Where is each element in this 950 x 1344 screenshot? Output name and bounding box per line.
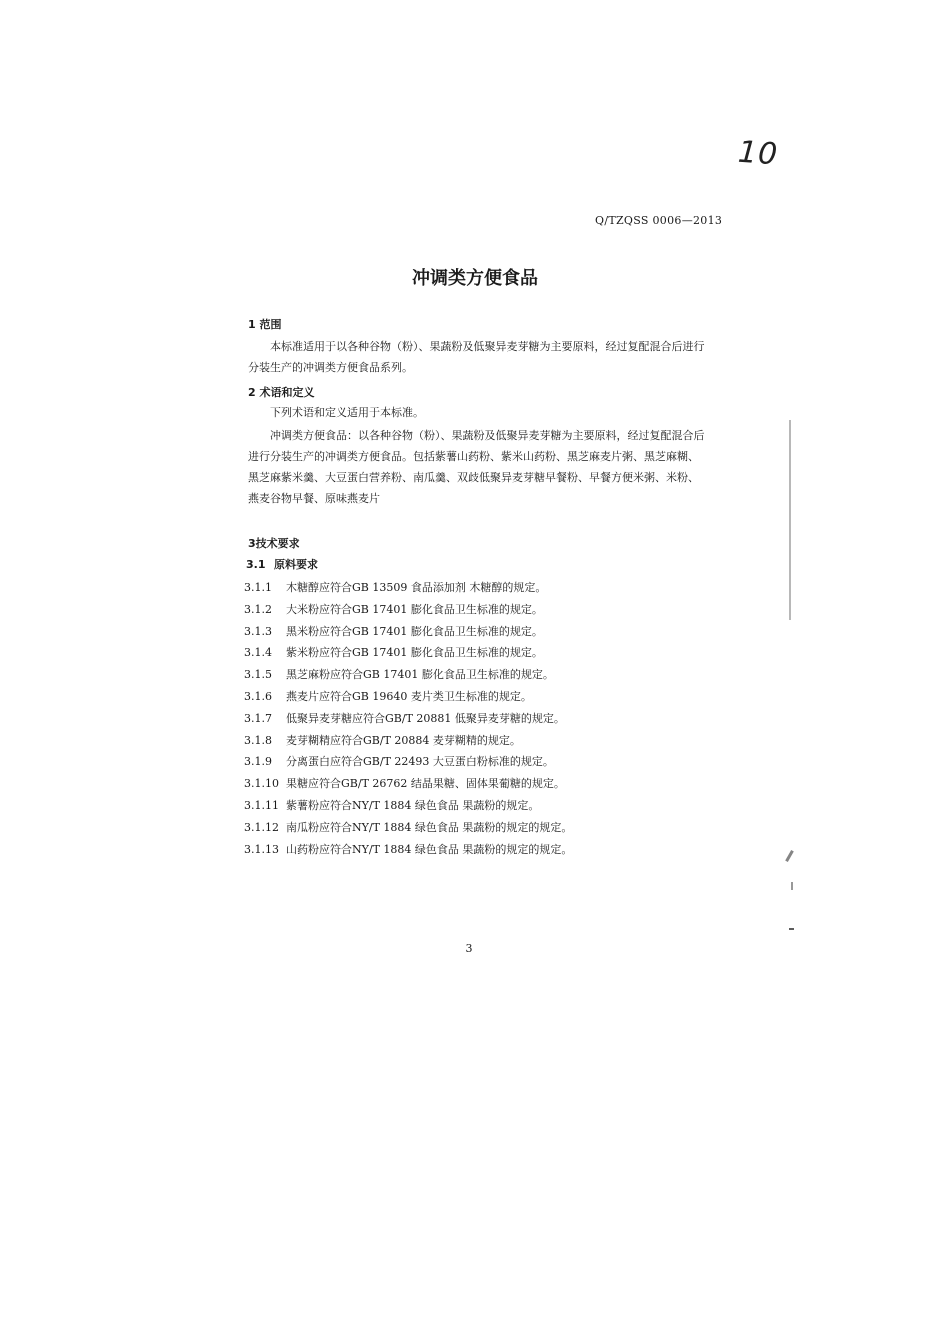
- scan-artifact-line: [789, 420, 791, 620]
- item-number: 3.1.10: [244, 777, 279, 791]
- item-number: 3.1.1: [244, 581, 272, 594]
- item-number: 3.1.2: [244, 602, 272, 616]
- item-text: 大米粉应符合GB 17401 膨化食品卫生标准的规定。: [286, 602, 543, 616]
- section-3-1-heading: [246, 556, 318, 572]
- page-title: 冲调类方便食品: [412, 268, 538, 289]
- item-number: 3.1.8: [244, 733, 272, 747]
- item-text: 木糖醇应符合GB 13509 食品添加剂 木糖醇的规定。: [286, 581, 547, 594]
- list-item: [244, 817, 572, 839]
- item-number: 3.1.12: [244, 820, 279, 834]
- section-3-1-title: 原料要求: [274, 558, 318, 571]
- item-text: 黑芝麻粉应符合GB 17401 膨化食品卫生标准的规定。: [286, 668, 554, 682]
- section-2-definition: 冲调类方便食品：以各种谷物（粉）、果蔬粉及低聚异麦芽糖为主要原料，经过复配混合后进行分装生产的冲调类方便食品。包括紫薯山药粉、紫米山药粉、黑芝麻麦片粥、黑芝麻糊、黑芝麻紫米羹、大豆蛋白营养粉、南瓜羹、双歧低聚异麦芽糖早餐粉、早餐方便米粥、米粉、燕麦谷物早餐、原味燕麦片: [248, 429, 705, 505]
- section-1-heading: 1 范围: [248, 318, 282, 331]
- item-text: 山药粉应符合NY/T 1884 绿色食品 果蔬粉的规定的规定。: [286, 842, 573, 856]
- item-text: 果糖应符合GB/T 26762 结晶果糖、固体果葡糖的规定。: [286, 777, 565, 791]
- list-item: [244, 839, 572, 861]
- scan-artifact-mark: [789, 928, 794, 930]
- list-item: [244, 577, 572, 599]
- list-item: [244, 642, 572, 664]
- item-text: 低聚异麦芽糖应符合GB/T 20881 低聚异麦芽糖的规定。: [286, 711, 565, 725]
- list-item: [244, 686, 572, 708]
- item-number: 3.1.4: [244, 646, 272, 660]
- list-item: [244, 795, 572, 817]
- item-number: 3.1.11: [244, 798, 279, 812]
- requirements-list: [244, 577, 572, 860]
- list-item: [244, 599, 572, 621]
- item-number: 3.1.6: [244, 689, 272, 703]
- list-item: [244, 730, 572, 752]
- document-code: Q/TZQSS 0006—2013: [595, 214, 723, 227]
- item-number: 3.1.13: [244, 842, 279, 856]
- section-2-intro: 下列术语和定义适用于本标准。: [270, 406, 424, 419]
- item-number: 3.1.7: [244, 711, 272, 725]
- scan-artifact-mark: [785, 850, 794, 862]
- item-text: 南瓜粉应符合NY/T 1884 绿色食品 果蔬粉的规定的规定。: [286, 820, 573, 834]
- item-text: 分离蛋白应符合GB/T 22493 大豆蛋白粉标准的规定。: [286, 755, 554, 769]
- item-text: 紫米粉应符合GB 17401 膨化食品卫生标准的规定。: [286, 646, 543, 660]
- list-item: [244, 773, 572, 795]
- item-text: 燕麦片应符合GB 19640 麦片类卫生标准的规定。: [286, 689, 532, 703]
- section-1-paragraph: 本标准适用于以各种谷物（粉）、果蔬粉及低聚异麦芽糖为主要原料，经过复配混合后进行分装生产的冲调类方便食品系列。: [248, 340, 705, 374]
- list-item: [244, 621, 572, 643]
- item-number: 3.1.5: [244, 668, 272, 682]
- list-item: [244, 751, 572, 773]
- section-3-heading: 3技术要求: [248, 537, 300, 550]
- item-number: 3.1.9: [244, 755, 272, 769]
- page-number: 3: [465, 942, 473, 955]
- item-number: 3.1.3: [244, 624, 272, 638]
- item-text: 黑米粉应符合GB 17401 膨化食品卫生标准的规定。: [286, 624, 543, 638]
- section-2-heading: 2 术语和定义: [248, 386, 315, 399]
- list-item: [244, 664, 572, 686]
- handwritten-page-mark: 10: [736, 134, 780, 173]
- scan-artifact-mark: [791, 882, 793, 890]
- item-text: 紫薯粉应符合NY/T 1884 绿色食品 果蔬粉的规定。: [286, 798, 540, 812]
- list-item: [244, 708, 572, 730]
- section-3-1-number: 3.1: [246, 558, 266, 571]
- item-text: 麦芽糊精应符合GB/T 20884 麦芽糊精的规定。: [286, 733, 521, 747]
